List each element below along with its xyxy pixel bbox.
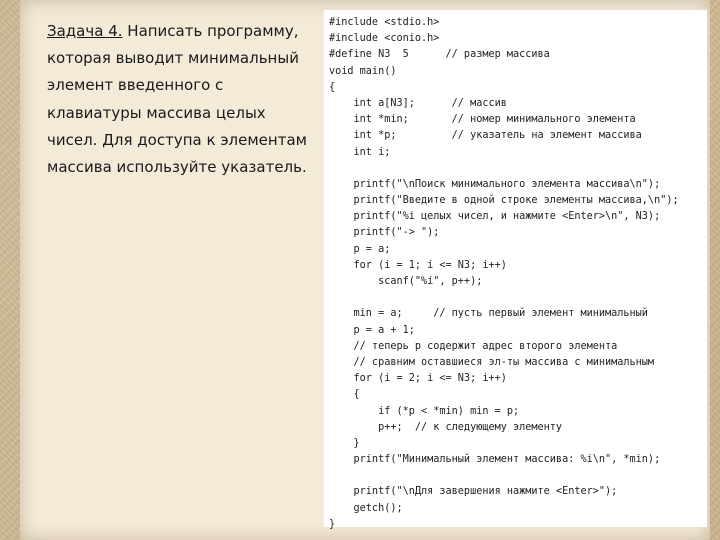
code-line: printf("\nДля завершения нажмите <Enter>"); — [329, 486, 618, 498]
code-line: printf("-> "); — [329, 227, 440, 239]
code-line: // теперь p содержит адрес второго элемента — [329, 340, 618, 352]
code-listing — [329, 15, 679, 533]
code-line: { — [329, 389, 360, 401]
code-line: if (*p < *min) min = p; — [329, 405, 520, 417]
code-line: { — [329, 81, 336, 93]
task-label: Задача 4. — [47, 22, 123, 40]
code-line — [329, 290, 679, 306]
code-line: printf("Введите в одной строке элементы массива,\n"); — [329, 195, 679, 207]
code-line: int i; — [329, 146, 391, 158]
code-line: void main() — [329, 65, 397, 77]
code-line — [329, 161, 679, 177]
task-text: Написать программу, которая выводит минимальный элемент введенного с клавиатуры массива целых чисел. Для доступа к элементам массива используйте указатель. — [47, 22, 307, 177]
code-line: #include <stdio.h> — [329, 17, 440, 28]
code-line: p++; // к следующему элементу — [329, 421, 563, 433]
code-line: for (i = 1; i <= N3; i++) — [329, 259, 507, 271]
code-line: p = a; — [329, 243, 391, 255]
code-line: min = a; // пусть первый элемент минимальный — [329, 308, 648, 320]
code-line — [329, 468, 679, 484]
code-line: printf("Минимальный элемент массива: %i\n", *min); — [329, 454, 661, 466]
code-line: } — [329, 437, 360, 449]
code-line: for (i = 2; i <= N3; i++) — [329, 373, 507, 385]
code-line: } — [329, 518, 336, 530]
code-line: int *min; // номер минимального элемента — [329, 114, 636, 126]
code-line: // сравним оставшиеся эл-ты массива с минимальным — [329, 356, 655, 368]
code-line: printf("\nПоиск минимального элемента массива\n"); — [329, 178, 661, 190]
code-line: p = a + 1; — [329, 324, 415, 336]
code-line: scanf("%i", p++); — [329, 276, 483, 287]
code-line: int *p; // указатель на элемент массива — [329, 130, 642, 142]
code-line: #include <conio.h> — [329, 33, 440, 45]
code-line: int a[N3]; // массив — [329, 97, 507, 109]
code-listing-panel — [324, 10, 707, 530]
task-description — [47, 18, 312, 181]
code-line: #define N3 5 // размер массива — [329, 49, 550, 61]
code-line: printf("%i целых чисел, и нажмите <Enter>\n", N3); — [329, 211, 661, 223]
code-line: getch(); — [329, 502, 403, 514]
